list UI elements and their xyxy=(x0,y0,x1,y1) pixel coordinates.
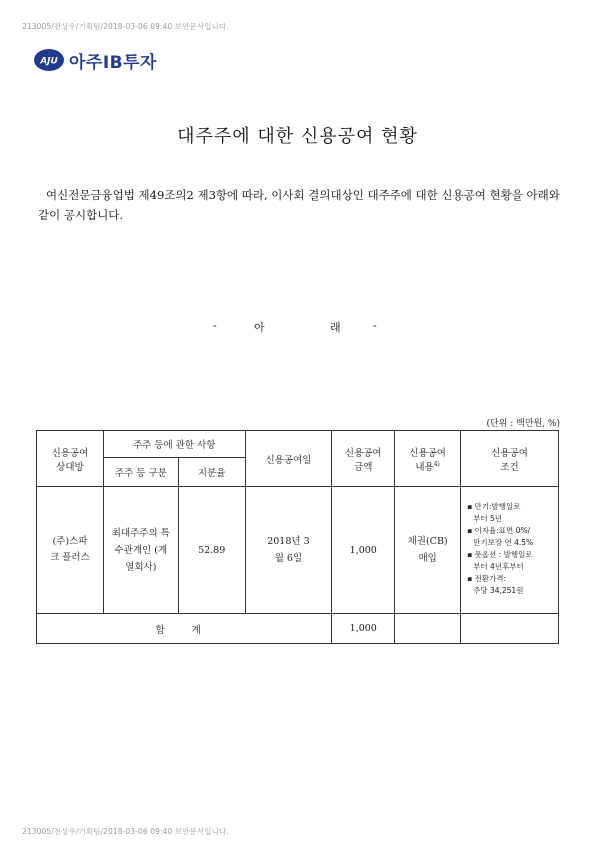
cell-type: 최대주주의 특수관계인 (계열회사) xyxy=(103,487,178,614)
cell-amount: 1,000 xyxy=(332,487,395,614)
total-row xyxy=(37,614,559,644)
cell-party: (주)스파크 플러스 xyxy=(37,487,104,614)
cond-line: ▪ 만기:발행일로 xyxy=(467,502,521,511)
header-amount: 신용공여 금액 xyxy=(332,431,395,487)
cell-content: 채권(CB) 매입 xyxy=(395,487,461,614)
cell-condition xyxy=(461,487,559,614)
security-stamp-top: 213005/전상우/기획팀/2018-03-06 09:40 보안문서입니다. xyxy=(22,22,229,31)
header-content: 신용공여 내용$^{4)}$ xyxy=(395,431,461,487)
cond-line: 주당 34,251원 xyxy=(473,586,524,595)
header-type: 주주 등 구분 xyxy=(103,458,178,487)
header-ratio: 지분율 xyxy=(178,458,245,487)
ahre-char-a: 아 xyxy=(254,321,265,334)
logo-mark-icon xyxy=(33,48,65,72)
security-stamp-bottom: 213005/전상우/기획팀/2018-03-06 09:40 보안문서입니다. xyxy=(22,827,229,836)
cond-line: 부터 5년 xyxy=(473,514,502,523)
company-logo xyxy=(33,48,157,72)
cond-line: ▪ 전환가격: xyxy=(467,574,507,583)
ahre-dash-left: - xyxy=(213,319,217,332)
header-party: 신용공여 상대방 xyxy=(37,431,104,487)
total-amount: 1,000 xyxy=(332,614,395,644)
cell-date: 2018년 3월 6일 xyxy=(245,487,332,614)
footnote-mark: 4) xyxy=(433,460,440,468)
cond-line: 만기보장 연 4.5% xyxy=(473,538,534,547)
total-condition-empty xyxy=(461,614,559,644)
total-label: 합 계 xyxy=(37,614,332,644)
cell-ratio: 52.89 xyxy=(178,487,245,614)
header-shareholder: 주주 등에 관한 사항 xyxy=(103,431,245,458)
notice-body: 여신전문금융업법 제49조의2 제3항에 따라, 이사회 결의대상인 대주주에 대한 신용공여 현황을 아래와 같이 공시합니다. xyxy=(38,188,560,222)
page-title: 대주주에 대한 신용공여 현황 xyxy=(177,126,418,147)
cond-line: ▪ 이자율:표면 0%/ xyxy=(467,526,531,535)
ahre-char-rae: 래 xyxy=(330,321,341,334)
ahre-dash-right: - xyxy=(373,319,377,332)
unit-note: (단위 : 백만원, %) xyxy=(486,419,560,429)
table-row xyxy=(37,487,559,614)
total-content-empty xyxy=(395,614,461,644)
credit-table xyxy=(36,430,559,644)
cond-line: ▪ 풋옵션 : 발행일로 xyxy=(467,550,533,559)
logo-text: 아주IB투자 xyxy=(69,52,157,73)
header-condition: 신용공여 조건 xyxy=(461,431,559,487)
svg-text:AJU: AJU xyxy=(40,56,58,67)
cond-line: 부터 4년후부터 xyxy=(473,562,524,571)
header-date: 신용공여일 xyxy=(245,431,332,487)
